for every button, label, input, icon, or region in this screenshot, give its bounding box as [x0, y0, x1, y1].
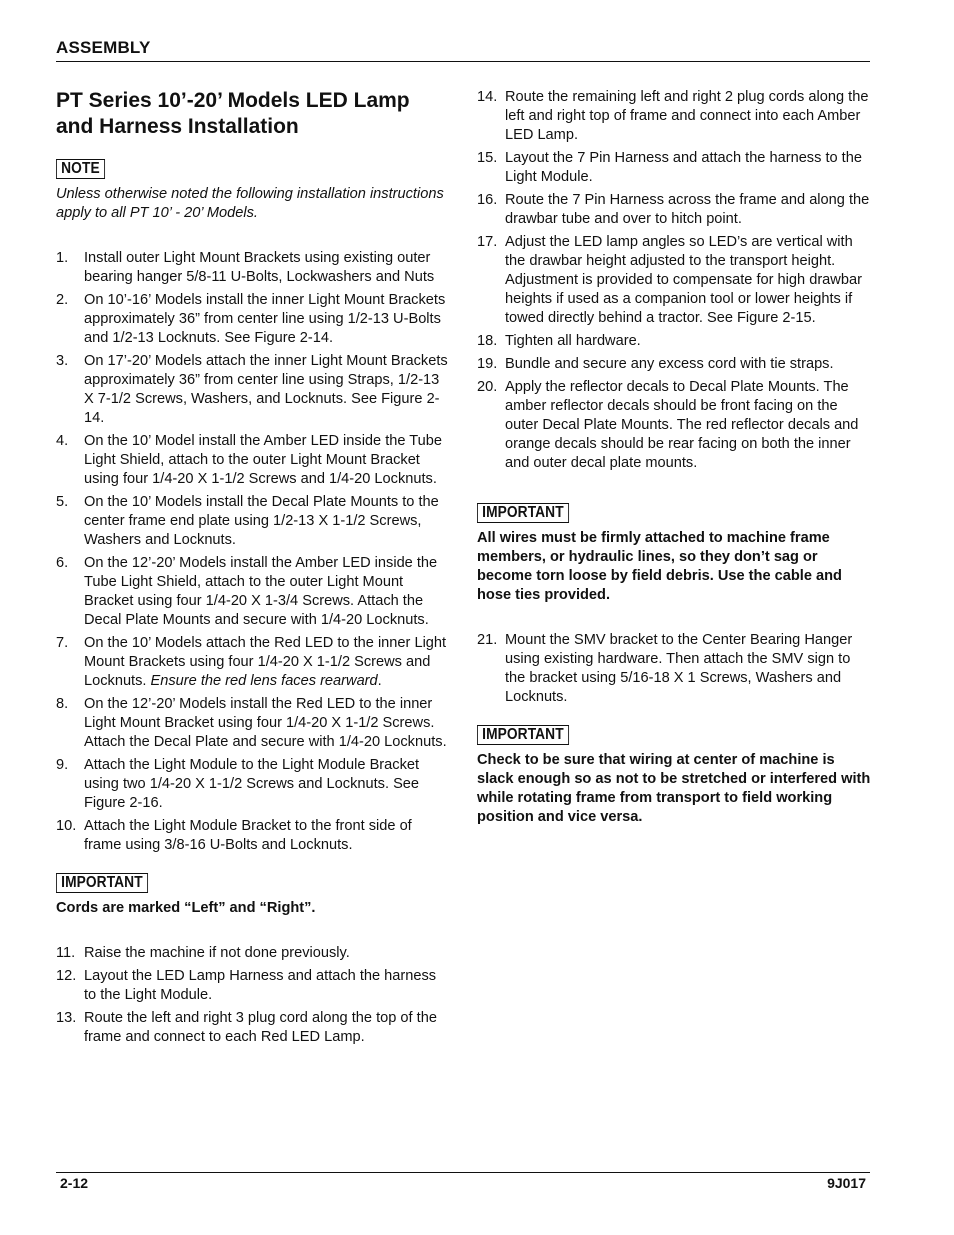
note-label: NOTE	[56, 159, 105, 179]
step-text: On 10’-16’ Models install the inner Light Mount Brackets approximately 36” from center line using 1/2-13 U-Bolts and 1/2-13 Locknuts. See Figure 2-14.	[84, 292, 446, 346]
important-label: IMPORTANT	[56, 873, 148, 893]
step-number: 21.	[477, 632, 498, 648]
step-text: Route the remaining left and right 2 plug cords along the left and right top of frame and connect into each Amber LED Lamp.	[505, 89, 869, 143]
step-text-end: .	[377, 673, 382, 689]
step-text: On the 12’-20’ Models install the Amber LED inside the Tube Light Shield, attach to the outer Light Mount Bracket using four 1/4-20 X 1-3/4 Screws. Attach the Decal Plate Mounts and secure with 1/4-20 Locknuts.	[84, 555, 438, 628]
step-text: Route the left and right 3 plug cord along the top of the frame and connect to each Red LED Lamp.	[84, 1010, 437, 1045]
steps-list-a	[56, 249, 452, 855]
page-title: PT Series 10’-20’ Models LED Lamp and Harness Installation	[56, 89, 410, 138]
step-text: On the 10’ Model install the Amber LED inside the Tube Light Shield, attach to the outer Light Mount Bracket using four 1/4-20 X 1-1/2 Screws and 1/4-20 Locknuts.	[84, 433, 443, 487]
list-item	[477, 355, 872, 374]
step-number: 16.	[477, 192, 498, 208]
list-item	[56, 695, 452, 752]
list-item	[56, 756, 452, 813]
step-number: 18.	[477, 333, 498, 349]
step-text: Raise the machine if not done previously.	[84, 945, 350, 961]
step-text: Install outer Light Mount Brackets using existing outer bearing hanger 5/8-11 U-Bolts, Lockwashers and Nuts	[84, 250, 435, 285]
step-emphasis: Ensure the red lens faces rearward	[150, 673, 378, 689]
list-item	[56, 634, 452, 691]
note-block	[56, 159, 452, 223]
step-text: Layout the 7 Pin Harness and attach the harness to the Light Module.	[505, 150, 862, 185]
step-text: Adjust the LED lamp angles so LED’s are vertical with the drawbar height adjusted to the transport height. Adjustment is provided to compensate for high drawbar heights if used as a companion tool or lower heights if towed directly behind a tractor. See Figure 2-15.	[505, 234, 862, 326]
step-number: 1.	[56, 250, 69, 266]
step-text: Attach the Light Module to the Light Module Bracket using two 1/4-20 X 1-1/2 Screws and Locknuts. See Figure 2-16.	[84, 757, 420, 811]
list-item	[56, 352, 452, 428]
step-number: 8.	[56, 696, 69, 712]
steps-list-c	[477, 88, 872, 473]
list-item	[477, 631, 872, 707]
list-item	[56, 554, 452, 630]
step-text: Attach the Light Module Bracket to the front side of frame using 3/8-16 U-Bolts and Locknuts.	[84, 818, 412, 853]
document-code: 9J017	[827, 1175, 866, 1191]
step-number: 9.	[56, 757, 69, 773]
step-text: On 17’-20’ Models attach the inner Light Mount Brackets approximately 36” from center line using Straps, 1/2-13 X 7-1/2 Screws, Washers, and Locknuts. See Figure 2-14.	[84, 353, 448, 426]
step-number: 7.	[56, 635, 69, 651]
step-number: 4.	[56, 433, 69, 449]
step-number: 19.	[477, 356, 498, 372]
important-text: Cords are marked “Left” and “Right”.	[56, 900, 316, 916]
list-item	[56, 944, 452, 963]
step-number: 13.	[56, 1010, 77, 1026]
list-item	[56, 1009, 452, 1047]
step-text: Mount the SMV bracket to the Center Bearing Hanger using existing hardware. Then attach the SMV sign to the bracket using 5/16-18 X 1 Screws, Washers and Locknuts.	[505, 632, 853, 705]
important-label: IMPORTANT	[477, 725, 569, 745]
header-rule	[56, 61, 870, 62]
list-item	[56, 291, 452, 348]
step-text: Tighten all hardware.	[505, 333, 641, 349]
step-text: Apply the reflector decals to Decal Plate Mounts. The amber reflector decals should be front facing on the outer Decal Plate Mounts. The red reflector decals and orange decals should be rear facing on both the inner and outer decal plate mounts.	[505, 379, 859, 471]
important-block-2	[477, 503, 872, 605]
step-number: 5.	[56, 494, 69, 510]
list-item	[56, 817, 452, 855]
step-number: 17.	[477, 234, 498, 250]
note-text: Unless otherwise noted the following installation instructions apply to all PT 10’ - 20’ Models.	[56, 186, 444, 221]
list-item	[477, 233, 872, 328]
important-text: Check to be sure that wiring at center of machine is slack enough so as not to be stretched or interfered with while rotating frame from transport to field working position and vice versa.	[477, 752, 871, 825]
step-number: 3.	[56, 353, 69, 369]
step-text: On the 10’ Models attach the Red LED to the inner Light Mount Brackets using four 1/4-20 X 1-1/2 Screws and Locknuts.	[84, 635, 447, 689]
step-number: 14.	[477, 89, 498, 105]
step-text: Bundle and secure any excess cord with tie straps.	[505, 356, 834, 372]
step-text: On the 10’ Models install the Decal Plate Mounts to the center frame end plate using 1/2-13 X 1-1/2 Screws, Washers and Locknuts.	[84, 494, 439, 548]
left-column	[56, 88, 452, 1051]
steps-list-d	[477, 631, 872, 707]
right-column	[477, 88, 872, 827]
step-number: 6.	[56, 555, 69, 571]
step-text: Route the 7 Pin Harness across the frame and along the drawbar tube and over to hitch point.	[505, 192, 870, 227]
step-text: Layout the LED Lamp Harness and attach the harness to the Light Module.	[84, 968, 437, 1003]
section-header: ASSEMBLY	[56, 38, 151, 57]
step-text: On the 12’-20’ Models install the Red LED to the inner Light Mount Bracket using four 1/4-20 X 1-1/2 Screws. Attach the Decal Plate and secure with 1/4-20 Locknuts.	[84, 696, 447, 750]
page-number: 2-12	[60, 1175, 89, 1191]
list-item	[477, 88, 872, 145]
list-item	[477, 378, 872, 473]
important-label: IMPORTANT	[477, 503, 569, 523]
step-number: 12.	[56, 968, 77, 984]
list-item	[477, 149, 872, 187]
step-number: 20.	[477, 379, 498, 395]
list-item	[56, 967, 452, 1005]
list-item	[56, 249, 452, 287]
list-item	[56, 493, 452, 550]
list-item	[56, 432, 452, 489]
step-number: 10.	[56, 818, 77, 834]
important-text: All wires must be firmly attached to machine frame members, or hydraulic lines, so they don’t sag or become torn loose by field debris. Use the cable and hose ties provided.	[477, 530, 842, 603]
step-number: 15.	[477, 150, 498, 166]
list-item	[477, 191, 872, 229]
important-block-1	[56, 873, 452, 918]
important-block-3	[477, 725, 872, 827]
list-item	[477, 332, 872, 351]
footer-rule	[56, 1172, 870, 1173]
steps-list-b	[56, 944, 452, 1047]
step-number: 11.	[56, 945, 76, 961]
step-number: 2.	[56, 292, 69, 308]
